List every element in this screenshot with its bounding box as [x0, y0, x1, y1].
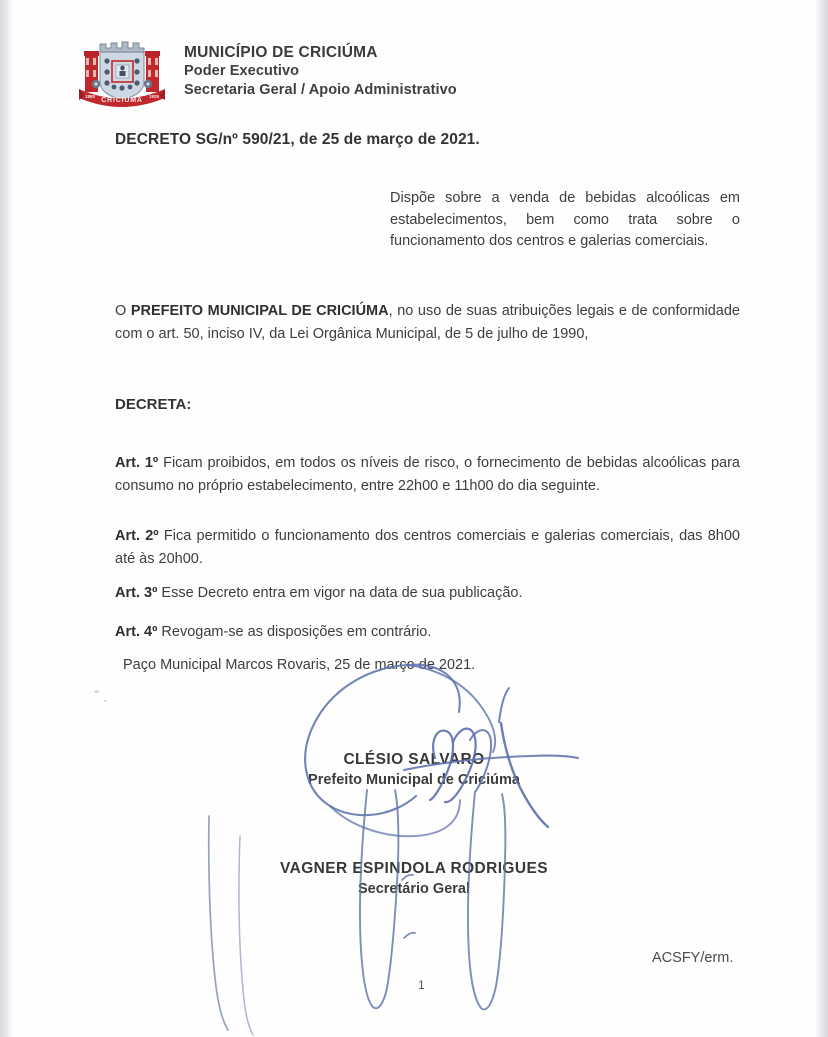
preamble-rest: , no uso de suas atribuições legais e de conformidade com o art. 50, inciso IV, da Lei Orgânica Municipal, de 5 de julho de 1990, [115, 303, 741, 342]
enacting-clause: DECRETA: [115, 396, 192, 413]
decree-summary: Dispõe sobre a venda de bebidas alcoólicas em estabelecimentos, bem como trata sobre o funcionamento dos centros e galerias comerciais. [390, 190, 740, 249]
article-2-label: Art. 2º [115, 528, 159, 544]
scan-artifact [104, 700, 107, 702]
signatory-name: CLÉSIO SALVARO [343, 751, 485, 768]
organization-identification [184, 36, 457, 100]
article-4-label: Art. 4º [115, 624, 158, 640]
decree-preamble [115, 300, 740, 346]
article-4-text: Revogam-se as disposições em contrário. [157, 624, 432, 640]
article-1-text: Ficam proibidos, em todos os níveis de risco, o fornecimento de bebidas alcoólicas para consumo no próprio estabelecimento, entre 22h00 e 11h00 do dia seguinte. [115, 455, 740, 494]
article-3 [115, 582, 740, 605]
article-2-text: Fica permitido o funcionamento dos centros comerciais e galerias comerciais, das 8h00 até às 20h00. [115, 528, 740, 567]
page-number: 1 [418, 978, 425, 992]
document-header [76, 36, 457, 110]
svg-text:CRICIUMA: CRICIUMA [101, 97, 143, 104]
article-2 [115, 525, 740, 571]
signatory-role: Secretário Geral [357, 881, 471, 897]
article-1 [115, 452, 740, 498]
decree-title: DECRETO SG/nº 590/21, de 25 de março de 2021. [115, 131, 480, 148]
article-4 [115, 621, 740, 644]
municipality-name: MUNICÍPIO DE CRICIÚMA [184, 44, 378, 61]
document-page [12, 0, 816, 1037]
article-3-text: Esse Decreto entra em vigor na data de sua publicação. [157, 585, 523, 601]
criciuma-coat-of-arms-icon [76, 38, 168, 110]
branch-name: Poder Executivo [184, 63, 300, 79]
article-3-label: Art. 3º [115, 585, 158, 601]
signature-block-secretary [12, 859, 816, 899]
svg-text:1880: 1880 [84, 94, 96, 99]
department-name: Secretaria Geral / Apoio Administrativo [184, 82, 457, 98]
svg-text:1925: 1925 [148, 94, 160, 99]
place-and-date: Paço Municipal Marcos Rovaris, 25 de março de 2021. [123, 657, 476, 673]
reference-code: ACSFY/erm. [652, 950, 734, 966]
issuing-authority: PREFEITO MUNICIPAL DE CRICIÚMA [130, 303, 389, 319]
scan-artifact [94, 690, 99, 693]
preamble-lead: O [115, 303, 131, 319]
signatory-name: VAGNER ESPINDOLA RODRIGUES [280, 860, 548, 877]
signature-block-mayor [12, 750, 816, 790]
article-1-label: Art. 1º [115, 455, 159, 471]
signatory-role: Prefeito Municipal de Criciúma [308, 772, 520, 788]
